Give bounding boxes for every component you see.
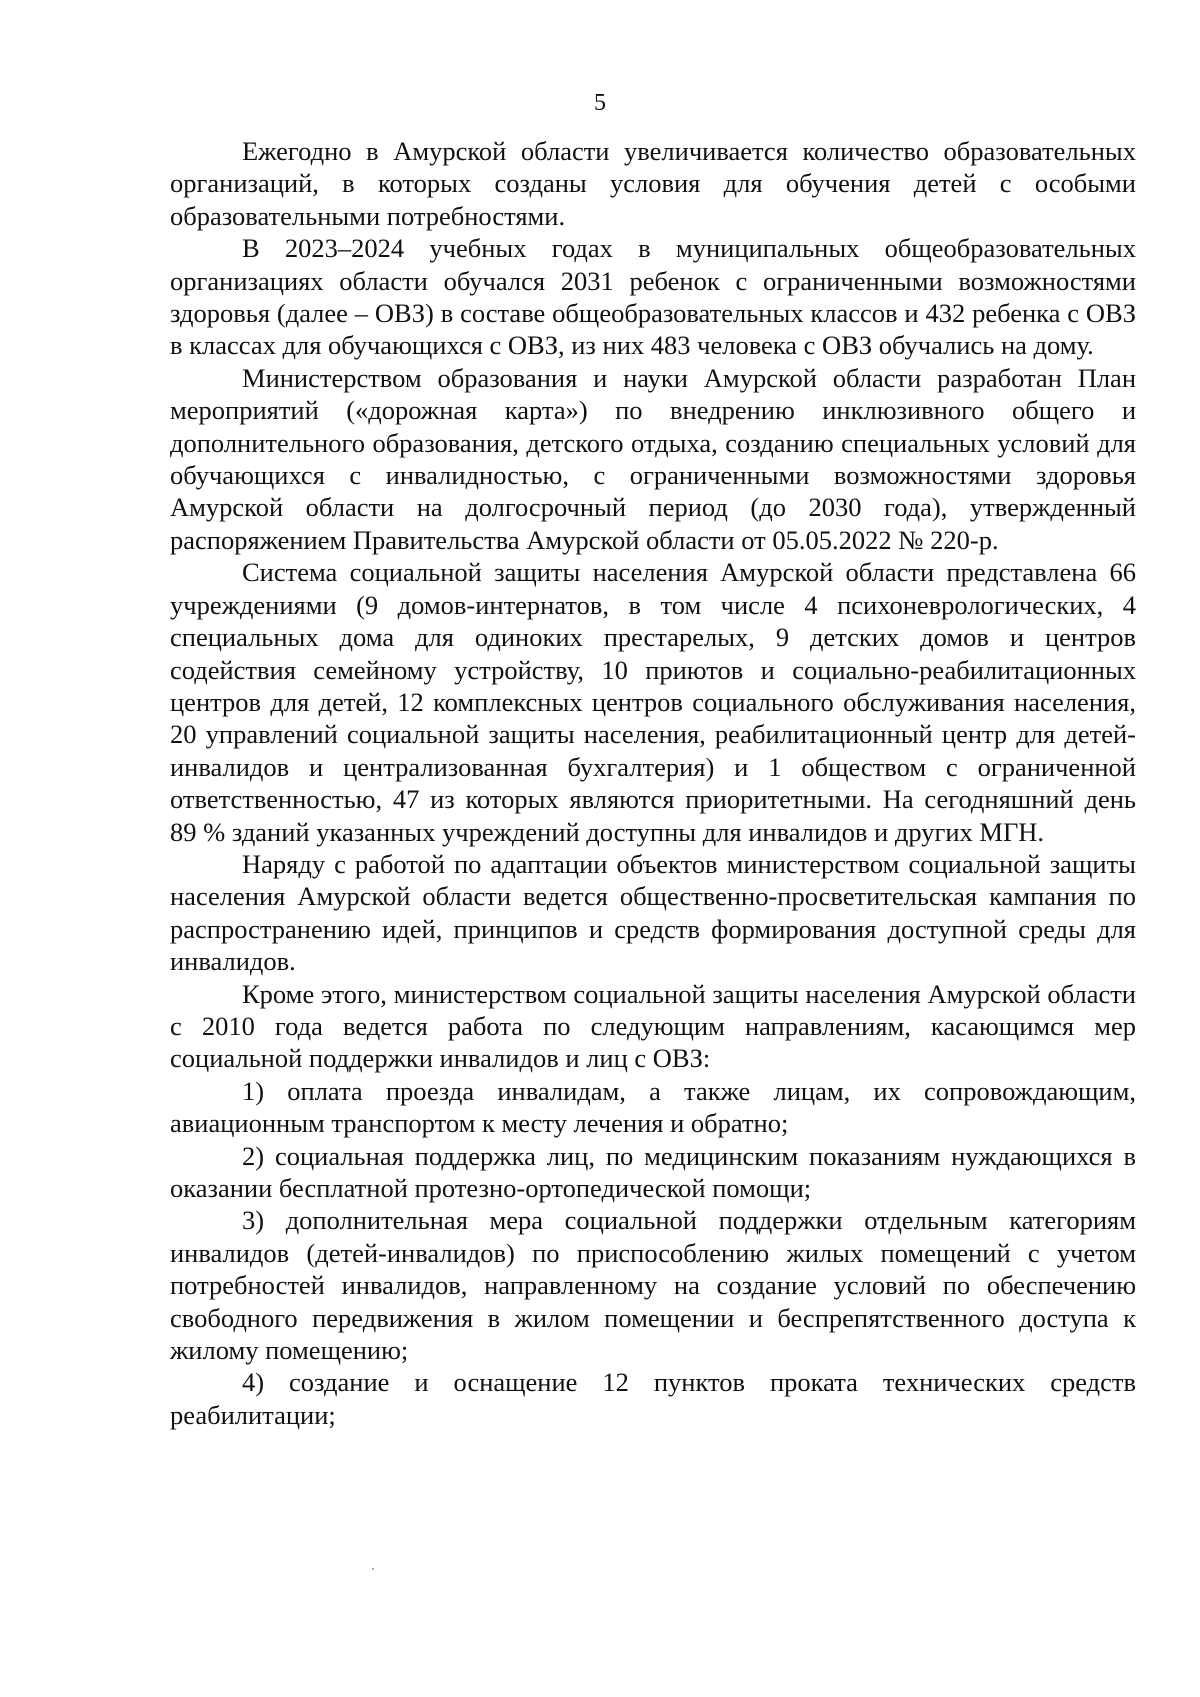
paragraph-students-statistics: В 2023–2024 учебных годах в муниципальных общеобразовательных организациях области обучался 2031 ребенок с ограниченными возможностями здоровья (далее – ОВЗ) в составе общеобразовательных классов и 432 ребенка с ОВЗ в классах для обучающихся с ОВЗ, из них 483 человека с ОВЗ обучались на дому. — [170, 233, 1136, 361]
list-item-prosthetic-support: 2) социальная поддержка лиц, по медицинским показаниям нуждающихся в оказании бесплатной протезно-ортопедической помощи; — [170, 1140, 1136, 1203]
document-body — [170, 135, 1136, 1431]
page-number: 5 — [594, 90, 606, 116]
list-item-housing-adaptation: 3) дополнительная мера социальной поддержки отдельным категориям инвалидов (детей-инвалидов) по приспособлению жилых помещений с учетом потребностей инвалидов, направленному на создание условий по обеспечению свободного передвижения в жилом помещении и беспрепятственного доступа к жилому помещению; — [170, 1205, 1136, 1366]
paragraph-social-protection-system: Система социальной защиты населения Амурской области представлена 66 учреждениями (9 домов-интернатов, в том числе 4 психоневрологических, 4 специальных дома для одиноких престарелых, 9 детских домов и центров содействия семейному устройству, 10 приютов и социально-реабилитационных центров для детей, 12 комплексных центров социального обслуживания населения, 20 управлений социальной защиты населения, реабилитационный центр для детей-инвалидов и централизованная бухгалтерия) и 1 обществом с ограниченной ответственностью, 47 из которых являются приоритетными. На сегодняшний день 89 % зданий указанных учреждений доступны для инвалидов и других МГН. — [170, 557, 1136, 847]
scan-speck — [372, 1568, 374, 1570]
list-item-rental-points: 4) создание и оснащение 12 пунктов проката технических средств реабилитации; — [170, 1367, 1136, 1430]
paragraph-awareness-campaign: Наряду с работой по адаптации объектов министерством социальной защиты населения Амурской области ведется общественно-просветительская кампания по распространению идей, принципов и средств формирования доступной среды для инвалидов. — [170, 848, 1136, 977]
paragraph-education-organizations: Ежегодно в Амурской области увеличивается количество образовательных организаций, в которых созданы условия для обучения детей с особыми образовательными потребностями. — [170, 136, 1136, 231]
paragraph-support-directions-intro: Кроме этого, министерством социальной защиты населения Амурской области с 2010 года ведется работа по следующим направлениям, касающимся мер социальной поддержки инвалидов и лиц с ОВЗ: — [170, 978, 1136, 1074]
paragraph-roadmap-plan: Министерством образования и науки Амурской области разработан План мероприятий («дорожная карта») по внедрению инклюзивного общего и дополнительного образования, детского отдыха, созданию специальных условий для обучающихся с инвалидностью, с ограниченными возможностями здоровья Амурской области на долгосрочный период (до 2030 года), утвержденный распоряжением Правительства Амурской области от 05.05.2022 № 220-р. — [170, 362, 1136, 555]
list-item-travel-payment: 1) оплата проезда инвалидам, а также лицам, их сопровождающим, авиационным транспортом к месту лечения и обратно; — [170, 1075, 1136, 1139]
